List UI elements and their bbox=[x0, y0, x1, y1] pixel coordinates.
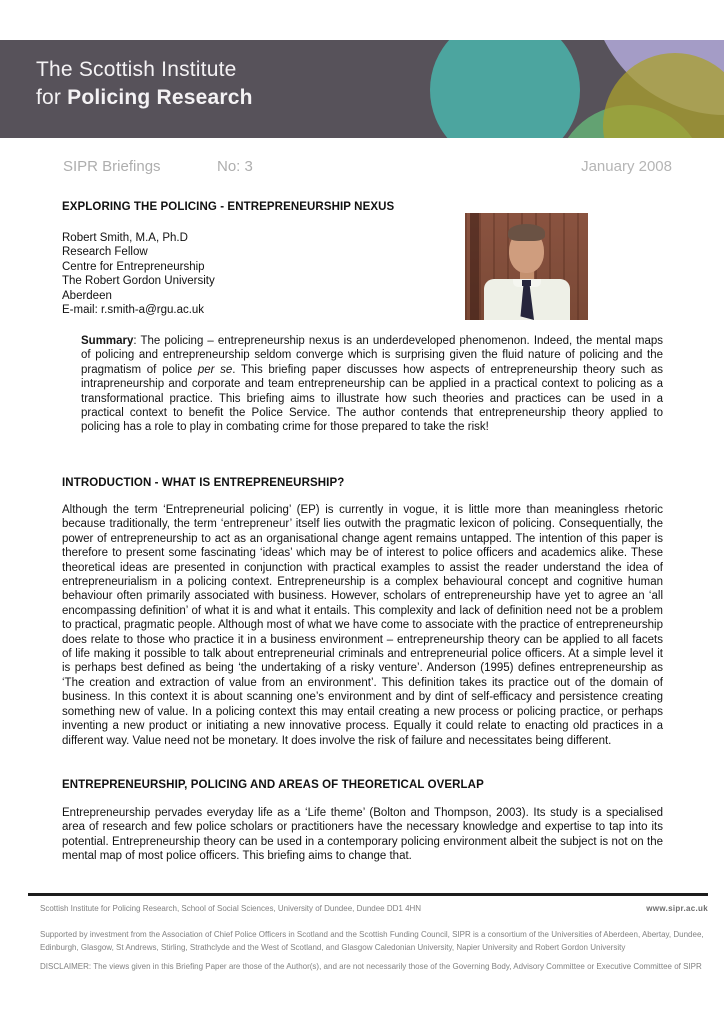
article-title: EXPLORING THE POLICING - ENTREPRENEURSHIP NEXUS bbox=[62, 201, 395, 213]
briefing-meta-row bbox=[0, 158, 724, 178]
footer-divider-rule bbox=[28, 893, 708, 896]
institute-title-line1: The Scottish Institute bbox=[36, 58, 237, 81]
summary-paragraph bbox=[81, 334, 663, 435]
footer-disclaimer: DISCLAIMER: The views given in this Briefing Paper are those of the Author(s), and are not necessarily those of the Governing Body, Advisory Committee or Executive Committee of SIPR bbox=[40, 962, 702, 971]
author-photo bbox=[465, 213, 588, 320]
author-email-line bbox=[62, 303, 215, 317]
photo-wood-panel-strip bbox=[470, 213, 479, 320]
author-role: Research Fellow bbox=[62, 246, 148, 259]
briefing-date: January 2008 bbox=[581, 158, 672, 175]
author-centre: Centre for Entrepreneurship bbox=[62, 260, 205, 273]
section-heading-overlap: ENTREPRENEURSHIP, POLICING AND AREAS OF THEORETICAL OVERLAP bbox=[62, 779, 484, 791]
email-label: E-mail: bbox=[62, 304, 101, 317]
summary-text-2: . This briefing paper discusses how aspects of entrepreneurship theory such as intrapreneurship and corporate and team entrepreneurship can be applied in a practical context to policing as a transformational practice. This briefing aims to illustrate how such theories and practices can be used in a practical context to benefit the Police Service. The author contends that entrepreneurship theory applied to policing has a role to play in combating crime for those prepared to take the risk! bbox=[81, 363, 663, 434]
institute-title-line2-prefix: for bbox=[36, 86, 68, 109]
summary-text-1: : The policing – entrepreneurship nexus is an underdeveloped phenomenon. Indeed, the mental maps of policing and entrepreneurship seldom converge which is surprising given the fluid nature of policing and the pragmatism of police bbox=[81, 335, 663, 376]
author-name: Robert Smith, M.A, Ph.D bbox=[62, 232, 188, 244]
author-email-link[interactable]: r.smith-a@rgu.ac.uk bbox=[100, 304, 205, 317]
section-heading-introduction: INTRODUCTION - WHAT IS ENTREPRENEURSHIP? bbox=[62, 477, 345, 489]
footer-address: Scottish Institute for Policing Research, School of Social Sciences, University of Dundee, Dundee DD1 4HN bbox=[40, 904, 422, 913]
summary-label: Summary bbox=[81, 335, 134, 347]
author-university: The Robert Gordon University bbox=[62, 275, 215, 288]
logo-circle-teal bbox=[430, 40, 580, 138]
header-band bbox=[0, 40, 724, 138]
institute-title-line2-bold: Policing Research bbox=[67, 86, 253, 109]
footer-website-link[interactable]: www.sipr.ac.uk bbox=[646, 904, 708, 913]
photo-hair bbox=[508, 224, 545, 241]
footer-address-row bbox=[40, 904, 708, 913]
section-body-overlap: Entrepreneurship pervades everyday life as a ‘Life theme’ (Bolton and Thompson, 2003). Its study is a specialised area of research and few police scholars or practitioners have the necessary knowledge and expertise to tap into its potential. Entrepreneurship theory can be used in a contemporary policing environment albeit the subject is not on the mental map of most police officers. This briefing aims to change that. bbox=[62, 807, 663, 863]
author-block bbox=[62, 231, 215, 317]
briefing-number: No: 3 bbox=[217, 158, 253, 175]
footer-supported-by: Supported by investment from the Association of Chief Police Officers in Scotland and the Scottish Funding Council, SIPR is a consortium of the Universities of Aberdeen, Abertay, Dundee, Edinburgh, Glasgow, St Andrews, Stirling, Strathclyde and the West of Scotland, and Glasgow Caledonian University, Napier University and Robert Gordon University bbox=[40, 930, 704, 952]
institute-title bbox=[36, 56, 253, 112]
author-city: Aberdeen bbox=[62, 289, 112, 302]
summary-text-italic: per se bbox=[197, 363, 233, 376]
section-body-introduction: Although the term ‘Entrepreneurial policing’ (EP) is currently in vogue, it is little more than meaningless rhetoric because traditionally, the term ‘entrepreneur’ itself lies outwith the pragmatic lexicon of policing. Consequentially, the power of entrepreneurship to act as an organisational change agent remains untapped. The intention of this paper is therefore to present some fascinating ‘ideas’ which may be of interest to police officers and academics alike. These theoretical ideas are presented in conjunction with practical examples to assist the reader understand the idea of entrepreneurialism in a policing context. Entrepreneurship is a complex behavioural concept and cognitive human behaviour often primarily associated with business. However, scholars of entrepreneurship have yet to agree an ‘all encompassing definition’ of what it is and what it entails. This complexity and lack of definition need not be a problem to practical, pragmatic people. Although most of what we have come to associate with the practice of entrepreneurship does relate to those who practice it in a business environment – entrepreneurship theory can be applied to all facets of life making it possible to talk about entrepreneurial criminals and entrepreneurial police officers. At a simple level it is perhaps best defined as being ‘the undertaking of a risky venture’. Anderson (1995) defines entrepreneurship as ‘The creation and extraction of value from an environment’. This definition takes its practice out of the domain of business. In this context it is about scanning one’s environment and by dint of self-efficacy and persistence creating something new of value. In a policing context this may entail creating a new process or policing practice, or perhaps inventing a new product or initiating a new innovative process. Equally it could relate to enacting old practices in a different way. Value need not be monetary. It does involve the risk of failure and necessitates being different. bbox=[62, 504, 663, 747]
briefing-series-label: SIPR Briefings bbox=[63, 158, 161, 175]
